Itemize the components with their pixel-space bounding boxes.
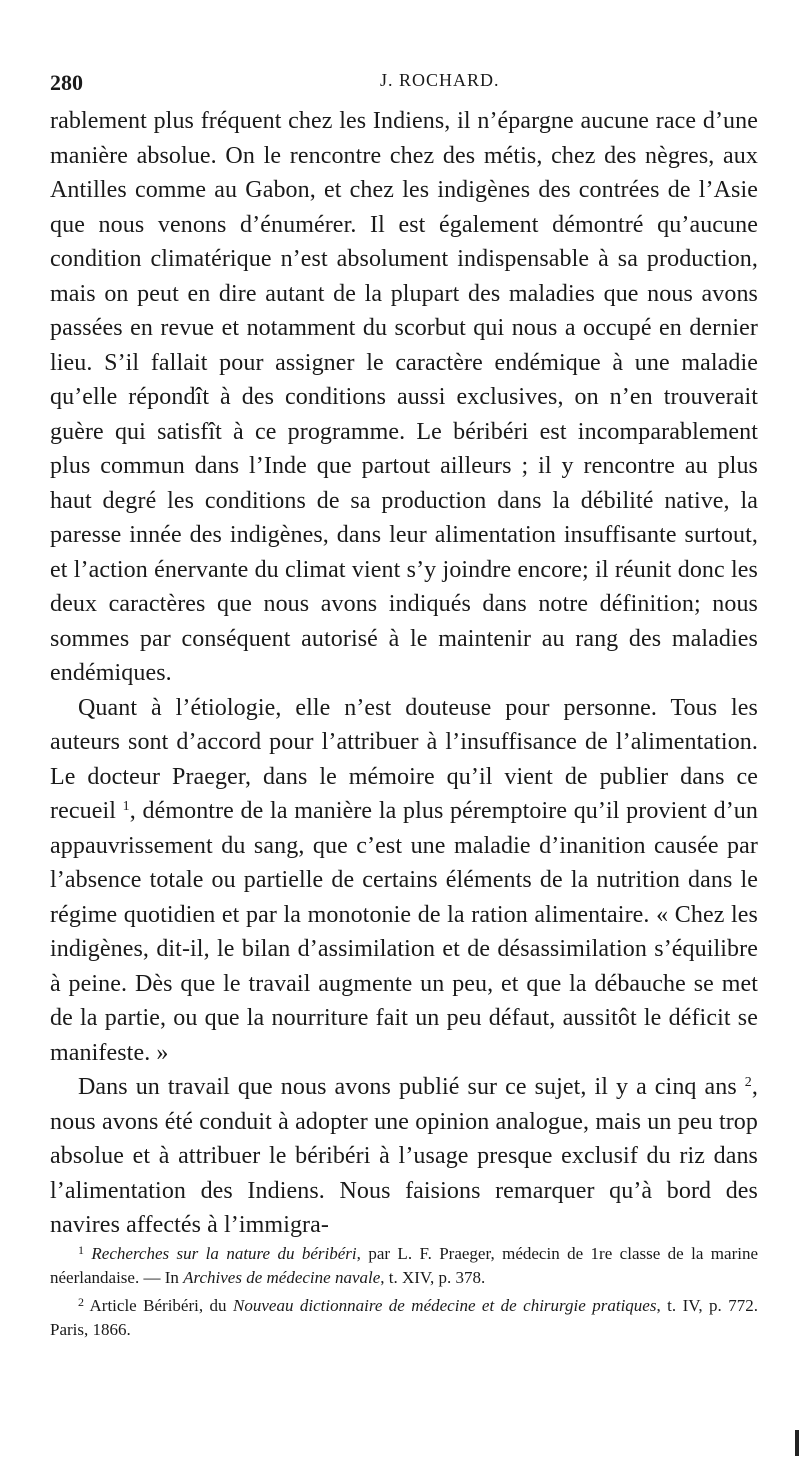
paragraph-1: rablement plus fréquent chez les Indiens, il n’épargne aucune race d’une manière absolue. On le rencontre chez des métis, chez des nègres, aux Antilles comme au Gabon, et chez les indigènes des contrées de l’Asie que nous venons d’énumérer. Il est également démontré qu’aucune condition climatérique n’est absolument indispensable à sa production, mais on peut en dire autant de la plupart des maladies que nous avons passées en revue et notamment du scorbut qui nous a occupé en dernier lieu. S’il fallait pour assigner le caractère endémique à une maladie qu’elle répondît à des conditions aussi exclusives, on n’en trouverait guère qui satisfît à ce programme. Le béribéri est incomparablement plus commun dans l’Inde que partout ailleurs ; il y rencontre au plus haut degré les conditions de sa production dans la débilité native, la paresse innée des indigènes, dans leur alimentation insuffisante surtout, et l’action énervante du climat vient s’y joindre encore; il réunit donc les deux caractères que nous avons indiqués dans notre définition; nous sommes par conséquent autorisé à le maintenir au rang des maladies endémiques. (50, 108, 758, 686)
footnote-ref-1[interactable]: 1 (122, 799, 130, 814)
running-head: J. ROCHARD. (380, 70, 500, 90)
paragraph-3-start: Dans un travail que nous avons publié sur ce sujet, il y a cinq ans (78, 1074, 737, 1100)
footnote-1-title: Recherches sur la nature du béribéri (91, 1244, 357, 1263)
footnotes (50, 1238, 758, 1342)
footnote-2-text: Article Béribéri, du (89, 1296, 234, 1315)
body-text (50, 104, 758, 1243)
paragraph-3 (50, 1070, 758, 1243)
footnote-1-source: Archives de médecine navale (183, 1268, 381, 1287)
footnote-mark-2: 2 (78, 1295, 84, 1309)
paragraph-2 (50, 691, 758, 1071)
footnote-2-end: , t. IV, p. 772. Paris, 1866. (50, 1296, 758, 1339)
footnote-2 (50, 1290, 758, 1342)
paragraph-2-end: , démontre de la manière la plus péremptoire qu’il provient d’un appauvrissement du sang, que c’est une maladie d’inanition causée par l’absence totale ou partielle de certains éléments de la nutrition dans le régime quotidien et par la monotonie de la ration alimentaire. « Chez les indigènes, dit-il, le bilan d’assimilation et de désassimilation s’équilibre à peine. Dès que le travail augmente un peu, et que la débauche se met de la partie, ou que la nourriture fait un peu défaut, aussitôt le déficit se manifeste. » (50, 798, 758, 1066)
paragraph-3-end: , nous avons été conduit à adopter une opinion analogue, mais un peu trop absolue et à attribuer le béribéri à l’usage presque exclusif du riz dans l’alimentation des Indiens. Nous faisions remarquer qu’à bord des navires affectés à l’immigra- (50, 1074, 758, 1238)
footnote-1-end: , t. XIV, p. 378. (380, 1268, 486, 1287)
page-header (50, 70, 750, 100)
footnote-2-source: Nouveau dictionnaire de médecine et de chirurgie pratiques (233, 1296, 657, 1315)
page-edge-mark (795, 1430, 799, 1456)
footnote-1-text: , par L. F. Praeger, médecin de 1re classe de la marine néerlandaise. — In (50, 1244, 758, 1287)
page-number: 280 (50, 70, 83, 95)
footnote-ref-2[interactable]: 2 (744, 1075, 752, 1090)
paragraph-2-start: Quant à l’étiologie, elle n’est douteuse pour personne. Tous les auteurs sont d’accord pour l’attribuer à l’insuffisance de l’alimentation. Le docteur Praeger, dans le mémoire qu’il vient de publier dans ce recueil (50, 694, 758, 824)
footnote-1 (50, 1238, 758, 1290)
footnote-mark-1: 1 (78, 1243, 84, 1257)
